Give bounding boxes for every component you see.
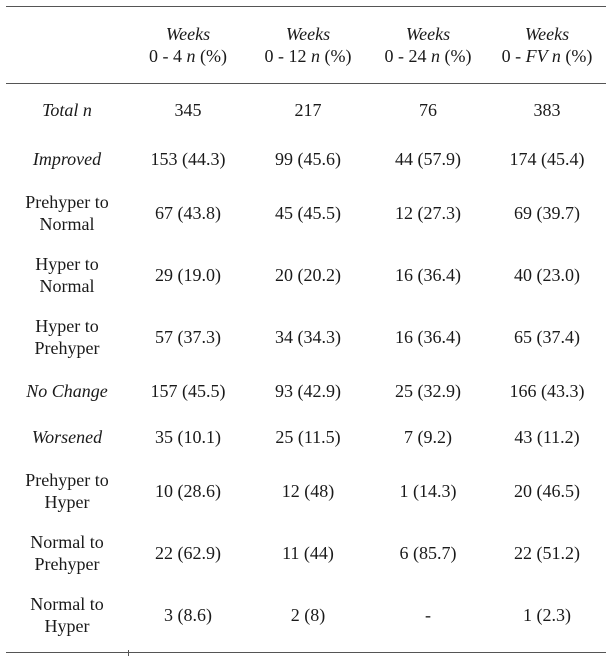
cell: -	[425, 605, 431, 625]
cell: 16 (36.4)	[395, 327, 461, 347]
cell: 217	[294, 100, 322, 120]
cell: 11 (44)	[282, 543, 334, 563]
cell: 166 (43.3)	[509, 381, 585, 401]
cell: 3 (8.6)	[164, 605, 212, 625]
cell: 76	[419, 100, 437, 120]
cell: 20 (20.2)	[275, 265, 341, 285]
cell: 22 (51.2)	[514, 543, 580, 563]
cell: 29 (19.0)	[155, 265, 221, 285]
header-range: 0 - 12 n (%)	[264, 46, 352, 66]
cell: 1 (14.3)	[399, 481, 457, 501]
header-weeks-0-12	[248, 7, 368, 84]
cell: 44 (57.9)	[395, 149, 461, 169]
cell: 45 (45.5)	[275, 203, 341, 223]
cell: 35 (10.1)	[155, 427, 221, 447]
table-row-normal-prehyper	[6, 522, 606, 584]
row-label: Improved	[32, 149, 102, 169]
cell: 25 (11.5)	[275, 427, 341, 447]
header-blank	[6, 7, 128, 84]
row-label: Normal to Prehyper	[30, 532, 104, 574]
cell: 20 (46.5)	[514, 481, 580, 501]
cell: 157 (45.5)	[150, 381, 226, 401]
table-row-hyper-prehyper	[6, 306, 606, 368]
table-row-prehyper-hyper	[6, 460, 606, 522]
header-weeks-label: Weeks	[524, 24, 570, 44]
cell: 65 (37.4)	[514, 327, 580, 347]
header-weeks-label: Weeks	[285, 24, 331, 44]
cell: 22 (62.9)	[155, 543, 221, 563]
cell: 12 (27.3)	[395, 203, 461, 223]
cell: 16 (36.4)	[395, 265, 461, 285]
cell: 1 (2.3)	[523, 605, 571, 625]
cell: 93 (42.9)	[275, 381, 341, 401]
header-weeks-label: Weeks	[165, 24, 211, 44]
row-label: Prehyper to Hyper	[25, 470, 109, 512]
cell: 12 (48)	[281, 481, 335, 501]
cell: 43 (11.2)	[514, 427, 580, 447]
cell: 10 (28.6)	[155, 481, 221, 501]
cell: 34 (34.3)	[275, 327, 341, 347]
cell: 383	[533, 100, 561, 120]
header-weeks-label: Weeks	[405, 24, 451, 44]
row-label: No Change	[26, 381, 108, 401]
cell: 69 (39.7)	[514, 203, 580, 223]
table-row-improved	[6, 136, 606, 182]
header-range: 0 - 24 n (%)	[384, 46, 472, 66]
cell: 99 (45.6)	[275, 149, 341, 169]
row-label: Hyper to Normal	[35, 254, 99, 296]
table-row-total	[6, 84, 606, 137]
header-range: 0 - 4 n (%)	[149, 46, 227, 66]
row-label: Prehyper to Normal	[25, 192, 109, 234]
row-label: Hyper to Prehyper	[34, 316, 100, 358]
cell: 345	[174, 100, 202, 120]
table-row-prehyper-normal	[6, 182, 606, 244]
header-weeks-0-fv	[488, 7, 606, 84]
row-label: Total n	[42, 100, 92, 120]
header-weeks-0-4	[128, 7, 248, 84]
cell: 57 (37.3)	[155, 327, 221, 347]
table-row-normal-hyper	[6, 584, 606, 646]
header-weeks-0-24	[368, 7, 488, 84]
cell: 153 (44.3)	[150, 149, 226, 169]
cell: 25 (32.9)	[395, 381, 461, 401]
table-row-hyper-normal	[6, 244, 606, 306]
cell: 2 (8)	[290, 605, 326, 625]
bottom-rule	[6, 652, 606, 653]
results-table	[6, 6, 606, 646]
row-label: Normal to Hyper	[30, 594, 104, 636]
cell: 40 (23.0)	[514, 265, 580, 285]
header-row	[6, 7, 606, 84]
cell: 174 (45.4)	[509, 149, 585, 169]
table-row-worsened	[6, 414, 606, 460]
row-label: Worsened	[31, 427, 103, 447]
cell: 6 (85.7)	[399, 543, 457, 563]
table-row-no-change	[6, 368, 606, 414]
cell: 7 (9.2)	[404, 427, 452, 447]
header-range: 0 - FV n (%)	[501, 46, 593, 66]
cell: 67 (43.8)	[155, 203, 221, 223]
column-tick	[128, 650, 129, 656]
